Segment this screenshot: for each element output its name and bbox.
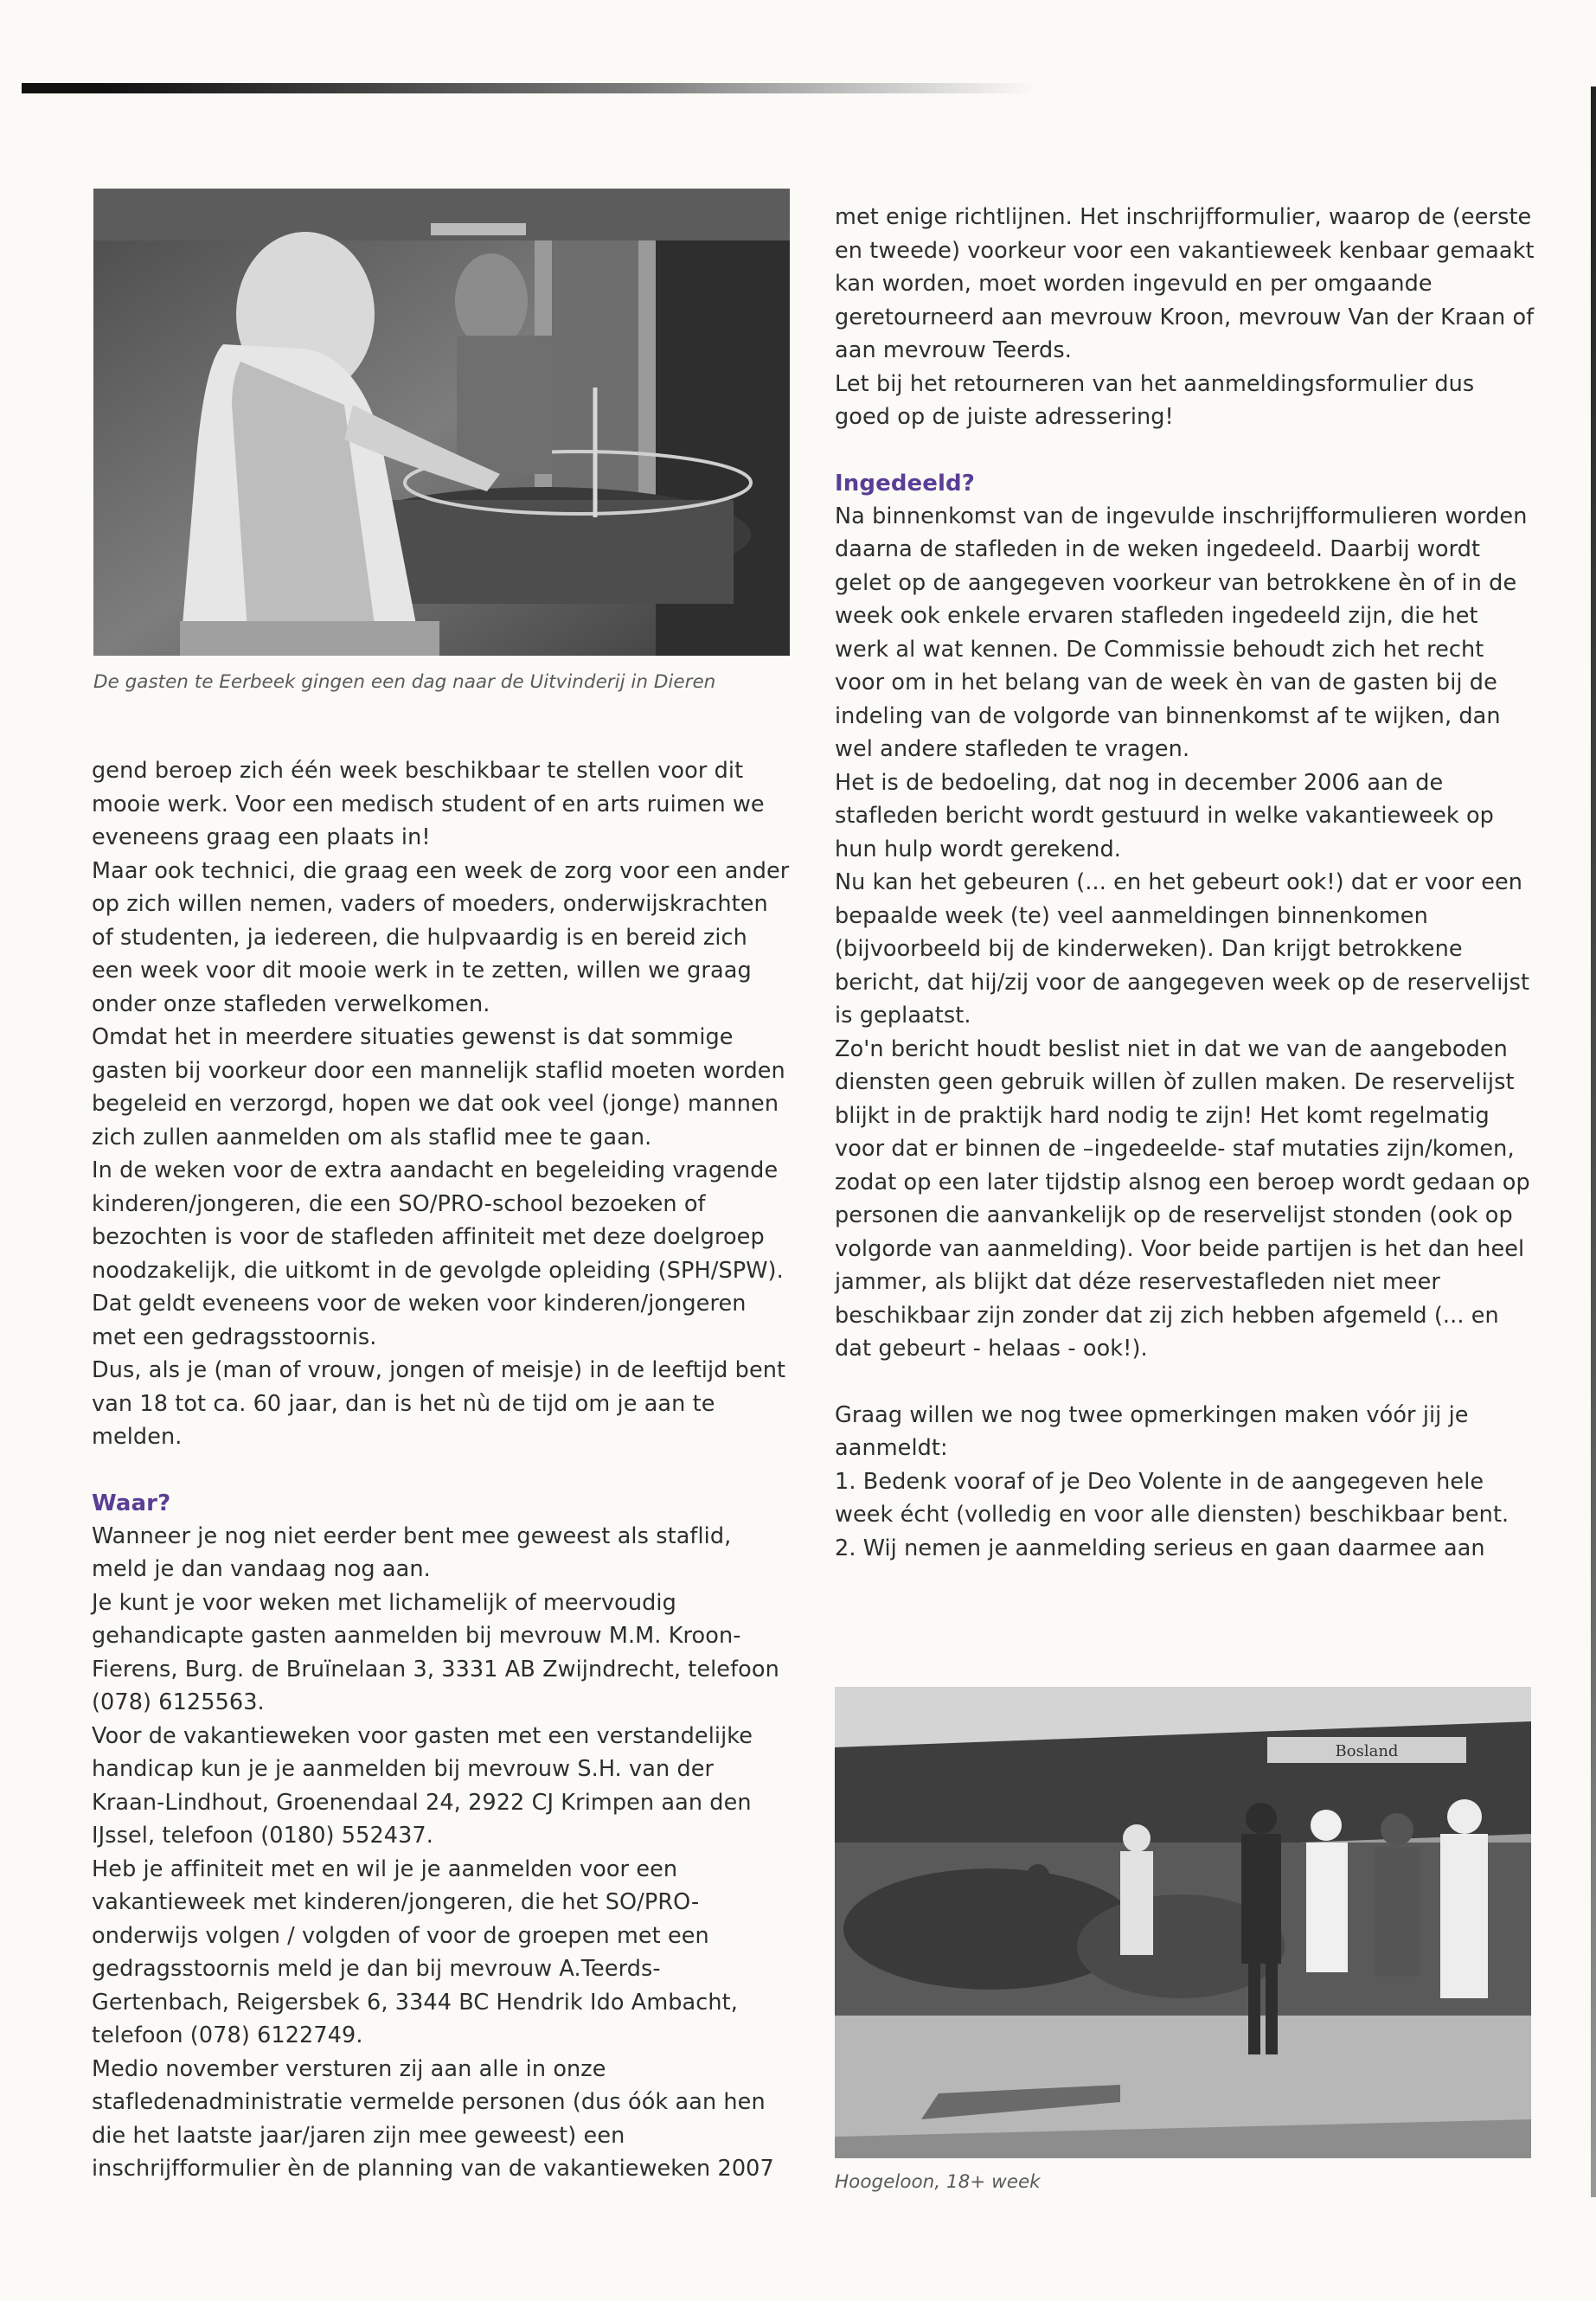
top-rule: [22, 83, 1034, 93]
paragraph: Zo'n bericht houdt beslist niet in dat we van de aangeboden diensten geen gebruik willen òf zullen maken. De reservelijst blijkt in de praktijk hard nodig te zijn! Het komt regelmatig voor dat er binnen de –ingedeelde- staf mutaties zijn/komen, zodat op een later tijdstip alsnog een beroep wordt gedaan op personen die aanvankelijk op de reservelijst stonden (ook op volgorde van aanmelding). Voor beide partijen is het dan heel jammer, als blijkt dat déze reservestafleden niet meer beschikbaar zijn zonder dat zij zich hebben afgemeld (... en dat gebeurt - helaas - ook!).: [835, 1035, 1530, 1362]
paragraph: met enige richtlijnen. Het inschrijfformulier, waarop de (eerste en tweede) voorkeur voor een vakantieweek kenbaar gemaakt kan worden, moet worden ingevuld en per omgaande geretourneerd aan mevrouw Kroon, mevrouw Van der Kraan of aan mevrouw Teerds.: [835, 204, 1535, 363]
list-item: 1. Bedenk vooraf of je Deo Volente in de aangegeven hele week écht (volledig en voor alle diensten) beschikbaar bent.: [835, 1468, 1509, 1528]
page-edge: [1591, 87, 1596, 2197]
list-item: 2. Wij nemen je aanmelding serieus en gaan daarmee aan: [835, 1535, 1485, 1561]
paragraph: Medio november versturen zij aan alle in onze stafledenadministratie vermelde personen (dus óók aan hen die het laatste jaar/jaren zijn mee geweest) een inschrijfformulier èn de planning van de vakantieweken 2007: [92, 2055, 774, 2182]
paragraph: Wanneer je nog niet eerder bent mee geweest als staflid, meld je dan vandaag nog aan.: [92, 1522, 732, 1582]
paragraph: Voor de vakantieweken voor gasten met een verstandelijke handicap kun je je aanmelden bij mevrouw S.H. van der Kraan-Lindhout, Groenendaal 24, 2922 CJ Krimpen aan den IJssel, telefoon (0180) 552437.: [92, 1722, 753, 1849]
left-column: [92, 754, 791, 2186]
paragraph: gend beroep zich één week beschikbaar te stellen voor dit mooie werk. Voor een medisch student of en arts ruimen we eveneens graag een plaats in!: [92, 758, 765, 850]
paragraph: Het is de bedoeling, dat nog in december 2006 aan de stafleden bericht wordt gestuurd in welke vakantieweek op hun hulp wordt gerekend.: [835, 769, 1494, 862]
photo-uitvinderij: [93, 189, 790, 656]
right-column: [835, 201, 1535, 1565]
paragraph: Graag willen we nog twee opmerkingen maken vóór jij je aanmeldt:: [835, 1401, 1469, 1461]
photo-caption: De gasten te Eerbeek gingen een dag naar de Uitvinderij in Dieren: [93, 671, 716, 693]
photo-caption: Hoogeloon, 18+ week: [835, 2171, 1041, 2193]
section-heading-waar: Waar?: [92, 1490, 171, 1516]
section-heading-ingedeeld: Ingedeeld?: [835, 470, 975, 497]
paragraph: In de weken voor de extra aandacht en begeleiding vragende kinderen/jongeren, die een SO/PRO-school bezoeken of bezochten is voor de stafleden affiniteit met deze doelgroep noodzakelijk, die uitkomt in de gevolgde opleiding (SPH/SPW). Dat geldt eveneens voor de weken voor kinderen/jongeren met een gedragsstoornis.: [92, 1157, 784, 1350]
paragraph: Let bij het retourneren van het aanmeldingsformulier dus goed op de juiste adressering!: [835, 370, 1475, 430]
photo-hoogeloon: [835, 1687, 1531, 2158]
paragraph: Je kunt je voor weken met lichamelijk of meervoudig gehandicapte gasten aanmelden bij mevrouw M.M. Kroon-Fierens, Burg. de Bruïnelaan 3, 3331 AB Zwijndrecht, telefoon (078) 6125563.: [92, 1589, 779, 1715]
paragraph: Maar ook technici, die graag een week de zorg voor een ander op zich willen nemen, vaders of moeders, onderwijskrachten of studenten, ja iedereen, die hulpvaardig is en bereid zich een week voor dit mooie werk in te zetten, willen we graag onder onze stafleden verwelkomen.: [92, 857, 790, 1017]
building-sign: Bosland: [1335, 1742, 1399, 1760]
paragraph: Nu kan het gebeuren (... en het gebeurt ook!) dat er voor een bepaalde week (te) veel aanmeldingen binnenkomen (bijvoorbeeld bij de kinderweken). Dan krijgt betrokkene bericht, dat hij/zij voor de aangegeven week op de reservelijst is geplaatst.: [835, 869, 1530, 1029]
paragraph: Heb je affiniteit met en wil je je aanmelden voor een vakantieweek met kinderen/jongeren, die het SO/PRO-onderwijs volgen / volgden of voor de groepen met een gedragsstoornis meld je dan bij mevrouw A.Teerds-Gertenbach, Reigersbek 6, 3344 BC Hendrik Ido Ambacht, telefoon (078) 6122749.: [92, 1856, 738, 2048]
paragraph: Omdat het in meerdere situaties gewenst is dat sommige gasten bij voorkeur door een mannelijk staflid moeten worden begeleid en verzorgd, hopen we dat ook veel (jonge) mannen zich zullen aanmelden om als staflid mee te gaan.: [92, 1024, 785, 1150]
paragraph: Dus, als je (man of vrouw, jongen of meisje) in de leeftijd bent van 18 tot ca. 60 jaar, dan is het nù de tijd om je aan te melden.: [92, 1357, 786, 1450]
paragraph: Na binnenkomst van de ingevulde inschrijfformulieren worden daarna de stafleden in de weken ingedeeld. Daarbij wordt gelet op de aangegeven voorkeur van betrokkene èn of in de week ook enkele ervaren stafleden ingedeeld zijn, die het werk al wat kennen. De Commissie behoudt zich het recht voor om in het belang van de week èn van de gasten bij de indeling van de volgorde van binnenkomst af te wijken, dan wel andere stafleden te vragen.: [835, 503, 1528, 762]
